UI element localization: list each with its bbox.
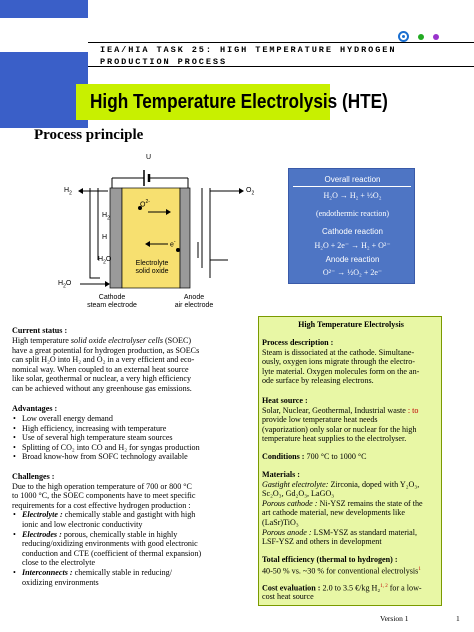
efficiency-title: Total efficiency (thermal to hydrogen) : bbox=[262, 555, 398, 564]
purple-dot-icon[interactable] bbox=[433, 34, 439, 40]
overall-reaction-eq: H₂O → H₂ + ½O₂ bbox=[323, 191, 382, 200]
status-line-5: like solar, geothermal or nuclear, a very high efficiency bbox=[12, 374, 191, 384]
electrolyte-label: Electrolyte solid oxide bbox=[135, 260, 169, 275]
requirement-electrolyte: • Electrolyte : chemically stable and gastight with high bbox=[12, 510, 248, 520]
process-desc-line: ously, oxygen ions migrate through the electro- bbox=[262, 357, 415, 367]
status-line-4: nomical way. When coupled to an external heat source bbox=[12, 364, 189, 374]
advantage-item: • Use of several high temperature steam sources bbox=[12, 433, 248, 443]
challenges-line-2: to 1000 °C, the SOEC components have to meet specific bbox=[12, 491, 196, 501]
heat-source-title: Heat source : bbox=[262, 396, 308, 405]
material-cathode-cont: art cathode material, new developments like bbox=[262, 508, 405, 518]
heat-source-line: temperature heat supplies to the electrolyser. bbox=[262, 434, 407, 444]
endothermic-note: (endothermic reaction) bbox=[315, 209, 390, 218]
header-white-strip bbox=[0, 18, 88, 52]
status-title: Current status : bbox=[12, 326, 68, 335]
process-desc-line: ode surface by releasing electrons. bbox=[262, 376, 374, 386]
cathode-reaction-title: Cathode reaction bbox=[322, 227, 383, 236]
advantage-item: • Low overall energy demand bbox=[12, 414, 248, 424]
status-line-1: High temperature solid oxide electrolyser cells (SOEC) bbox=[12, 336, 192, 345]
requirement-electrodes-cont: reducing/oxidizing environments with good electronic bbox=[22, 539, 198, 549]
challenges-line-3: requirements for a cost effective hydrogen production : bbox=[12, 500, 191, 510]
header-line-2: PRODUCTION PROCESS bbox=[100, 57, 228, 67]
heat-source-line: (vaporization) only solar or nuclear for the high bbox=[262, 424, 417, 434]
cost-evaluation: Cost evaluation : 2.0 to 3.5 €/kg H₂$^{1, 2}$ for a low- bbox=[262, 583, 422, 593]
challenges-title: Challenges : bbox=[12, 472, 55, 481]
requirement-electrolyte-cont: ionic and low electronic conductivity bbox=[22, 520, 143, 529]
overall-reaction-title: Overall reaction bbox=[324, 175, 381, 184]
diagram-label-h2-inner: $H_2$ bbox=[102, 212, 110, 222]
cathode-caption: Cathode steam electrode bbox=[87, 294, 137, 309]
requirement-electrodes-cont: close to the electrolyte bbox=[22, 558, 96, 568]
status-line-3: can split H₂O into H₂ and O₂ in a very efficient and eco- bbox=[12, 355, 195, 365]
diagram-label-h2-out: $H_2$ bbox=[64, 187, 72, 197]
diagram-label-h2o-in: $H_2O$ bbox=[58, 280, 72, 290]
advantage-item: • High efficiency, increasing with temperature bbox=[12, 424, 248, 434]
materials-title: Materials : bbox=[262, 470, 300, 479]
diagram-label-o2-out: $O_2$ bbox=[246, 187, 255, 197]
footer-version: Version 1 bbox=[380, 614, 409, 623]
diagram-label-e: e- bbox=[170, 239, 176, 249]
anode-reaction-eq: O²⁻ → ½O₂ + 2e⁻ bbox=[322, 268, 383, 277]
header-rule-top bbox=[88, 42, 474, 43]
advantage-item: • Broad know-how from SOFC technology available bbox=[12, 452, 248, 462]
challenges-line-1: Due to the high operation temperature of 700 or 800 °C bbox=[12, 481, 192, 491]
overall-rule bbox=[293, 186, 411, 187]
diagram-label-u: U bbox=[146, 154, 152, 161]
header-line-1: IEA/HIA TASK 25: HIGH TEMPERATURE HYDROGEN bbox=[100, 45, 397, 55]
efficiency-value: 40-50 % vs. ~30 % for conventional electrolysis$^1$ bbox=[262, 566, 421, 576]
nav-icons bbox=[398, 31, 439, 42]
diagram-label-o2minus: $O^{2-}$ bbox=[140, 199, 150, 209]
material-anode: Porous anode : LSM-YSZ as standard material, bbox=[262, 527, 418, 537]
status-line-2: have a great potential for hydrogen production, as SOECs bbox=[12, 345, 200, 355]
requirement-interconnects: • Interconnects : chemically stable in reducing/ bbox=[12, 568, 248, 578]
advantages-title: Advantages : bbox=[12, 404, 58, 413]
heat-source-line: provide low temperature heat needs bbox=[262, 415, 378, 425]
anode-reaction-title: Anode reaction bbox=[325, 255, 380, 264]
footer-page-number: 1 bbox=[456, 614, 460, 623]
cell-schematic bbox=[50, 150, 280, 315]
heat-source-line: Solar, Nuclear, Geothermal, Industrial waste : to bbox=[262, 405, 419, 415]
anode-caption: Anode air electrode bbox=[174, 294, 214, 309]
status-line-6: can be achieved without any greenhouse gas emissions. bbox=[12, 384, 192, 393]
material-gastight: Gastight electrolyte: Zirconia, doped with Y₂O₃, bbox=[262, 479, 420, 489]
diagram-label-h2o-inner: $H_2O$ bbox=[98, 256, 112, 266]
material-cathode: Porous cathode : Ni-YSZ remains the state of the bbox=[262, 498, 423, 508]
material-anode-cont: LSF-YSZ and others in development bbox=[262, 537, 382, 547]
diagram-label-h: H bbox=[102, 234, 108, 241]
process-desc-line: Steam is dissociated at the cathode. Simultane- bbox=[262, 347, 415, 357]
advantage-item: • Splitting of CO₂ into CO and H₂ for syngas production bbox=[12, 443, 248, 453]
requirement-electrodes-cont: conduction and CTE (coefficient of thermal expansion) bbox=[22, 548, 202, 558]
conditions: Conditions : 700 °C to 1000 °C bbox=[262, 452, 367, 461]
eye-icon[interactable] bbox=[398, 31, 409, 42]
process-desc-title: Process description : bbox=[262, 338, 334, 347]
electrolysis-cell-diagram bbox=[50, 150, 280, 315]
material-gastight-cont: Sc₂O₃, Gd₂O₃, LaGO₃ bbox=[262, 489, 335, 499]
process-desc-line: lyte material. Oxygen molecules form on the an- bbox=[262, 366, 420, 376]
page-title: High Temperature Electrolysis (HTE) bbox=[90, 91, 388, 113]
info-box-title: High Temperature Electrolysis bbox=[298, 320, 404, 329]
green-dot-icon[interactable] bbox=[418, 34, 424, 40]
reaction-summary-box bbox=[288, 168, 415, 284]
cost-evaluation-cont: cost heat source bbox=[262, 591, 314, 601]
header-subtitle bbox=[100, 44, 396, 68]
material-cathode-cont: (LaSr)TiO₃ bbox=[262, 518, 299, 527]
section-title: Process principle bbox=[34, 127, 144, 143]
requirement-electrodes: • Electrodes : porous, chemically stable in highly bbox=[12, 530, 248, 540]
requirement-interconnects-cont: oxidizing environments bbox=[22, 577, 99, 587]
cathode-reaction-eq: H₂O + 2e⁻ → H₂ + O²⁻ bbox=[314, 241, 391, 250]
